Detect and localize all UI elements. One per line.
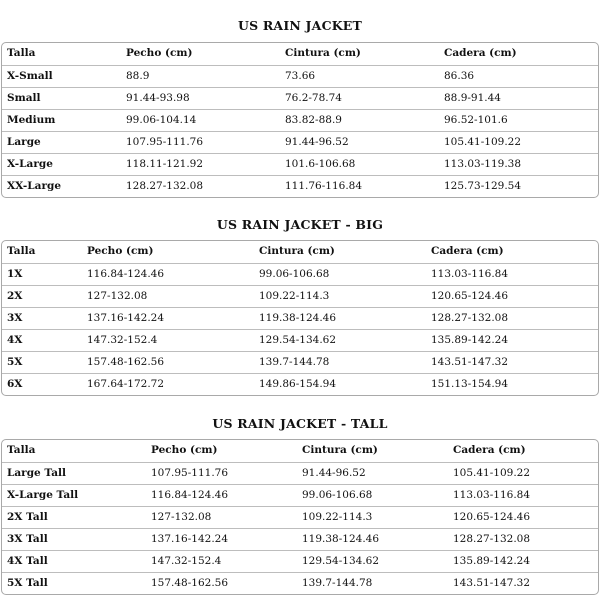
table-row	[2, 506, 598, 528]
table-header-row	[2, 440, 598, 462]
chest-cell: 88.9	[126, 70, 150, 82]
chest-cell: 118.11-121.92	[126, 158, 204, 170]
table-title: US RAIN JACKET - TALL	[212, 416, 388, 431]
size-cell: 5X Tall	[7, 577, 48, 589]
header-chest-col: Pecho (cm)	[87, 245, 154, 257]
waist-cell: 91.44-96.52	[302, 467, 366, 479]
waist-cell: 91.44-96.52	[285, 136, 349, 148]
waist-cell: 83.82-88.9	[285, 114, 342, 126]
header-size-col: Talla	[7, 245, 36, 257]
chest-cell: 157.48-162.56	[151, 577, 229, 589]
chest-cell: 147.32-152.4	[151, 555, 222, 567]
table-row	[2, 329, 598, 351]
hip-cell: 143.51-147.32	[453, 577, 531, 589]
size-cell: Large	[7, 136, 41, 148]
size-cell: 5X	[7, 356, 23, 368]
size-cell: Large Tall	[7, 467, 66, 479]
waist-cell: 129.54-134.62	[302, 555, 380, 567]
waist-cell: 129.54-134.62	[259, 334, 337, 346]
hip-cell: 113.03-116.84	[453, 489, 531, 501]
chest-cell: 116.84-124.46	[87, 268, 165, 280]
waist-cell: 149.86-154.94	[259, 378, 337, 390]
header-hip-col: Cadera (cm)	[453, 444, 526, 456]
waist-cell: 99.06-106.68	[302, 489, 373, 501]
size-cell: 6X	[7, 378, 23, 390]
hip-cell: 88.9-91.44	[444, 92, 501, 104]
table-row	[2, 484, 598, 506]
table-row	[2, 285, 598, 307]
hip-cell: 86.36	[444, 70, 475, 82]
waist-cell: 139.7-144.78	[302, 577, 373, 589]
table-header-row	[2, 241, 598, 263]
size-table-section-regular	[0, 18, 600, 192]
hip-cell: 105.41-109.22	[453, 467, 531, 479]
table-row	[2, 462, 598, 484]
table-row	[2, 528, 598, 550]
table-row	[2, 109, 598, 131]
table-row	[2, 550, 598, 572]
table-title: US RAIN JACKET	[237, 18, 363, 33]
size-cell: X-Large	[7, 158, 53, 170]
hip-cell: 113.03-119.38	[444, 158, 522, 170]
size-cell: XX-Large	[7, 180, 62, 192]
hip-cell: 113.03-116.84	[431, 268, 509, 280]
header-chest-col: Pecho (cm)	[151, 444, 218, 456]
size-cell: 3X	[7, 312, 23, 324]
table-title: US RAIN JACKET - BIG	[216, 217, 384, 232]
header-chest-col: Pecho (cm)	[126, 47, 193, 59]
waist-cell: 76.2-78.74	[285, 92, 342, 104]
chest-cell: 127-132.08	[87, 290, 148, 302]
waist-cell: 111.76-116.84	[285, 180, 363, 192]
chest-cell: 137.16-142.24	[87, 312, 165, 324]
size-table	[1, 439, 599, 595]
table-row	[2, 153, 598, 175]
hip-cell: 120.65-124.46	[431, 290, 509, 302]
waist-cell: 73.66	[285, 70, 316, 82]
chest-cell: 167.64-172.72	[87, 378, 165, 390]
hip-cell: 96.52-101.6	[444, 114, 508, 126]
chest-cell: 91.44-93.98	[126, 92, 190, 104]
waist-cell: 119.38-124.46	[259, 312, 337, 324]
waist-cell: 109.22-114.3	[259, 290, 330, 302]
size-cell: X-Small	[7, 70, 53, 82]
hip-cell: 135.89-142.24	[431, 334, 509, 346]
table-row	[2, 65, 598, 87]
header-hip-col: Cadera (cm)	[431, 245, 504, 257]
table-row	[2, 373, 598, 395]
table-row	[2, 263, 598, 285]
header-size-col: Talla	[7, 47, 36, 59]
size-cell: 2X	[7, 290, 23, 302]
waist-cell: 101.6-106.68	[285, 158, 356, 170]
table-row	[2, 87, 598, 109]
chest-cell: 116.84-124.46	[151, 489, 229, 501]
size-table	[1, 240, 599, 396]
size-cell: 2X Tall	[7, 511, 48, 523]
hip-cell: 105.41-109.22	[444, 136, 522, 148]
waist-cell: 99.06-106.68	[259, 268, 330, 280]
chest-cell: 107.95-111.76	[126, 136, 204, 148]
hip-cell: 128.27-132.08	[431, 312, 509, 324]
size-cell: Small	[7, 92, 41, 104]
table-header-row	[2, 43, 598, 65]
chest-cell: 137.16-142.24	[151, 533, 229, 545]
chest-cell: 128.27-132.08	[126, 180, 204, 192]
size-table-section-tall	[0, 416, 600, 589]
chest-cell: 147.32-152.4	[87, 334, 158, 346]
size-table	[1, 42, 599, 198]
size-cell: X-Large Tall	[7, 489, 79, 501]
size-cell: 3X Tall	[7, 533, 48, 545]
hip-cell: 135.89-142.24	[453, 555, 531, 567]
table-row	[2, 307, 598, 329]
waist-cell: 139.7-144.78	[259, 356, 330, 368]
hip-cell: 120.65-124.46	[453, 511, 531, 523]
hip-cell: 128.27-132.08	[453, 533, 531, 545]
header-waist-col: Cintura (cm)	[302, 444, 378, 456]
header-waist-col: Cintura (cm)	[285, 47, 361, 59]
size-table-section-big	[0, 217, 600, 390]
header-hip-col: Cadera (cm)	[444, 47, 517, 59]
hip-cell: 151.13-154.94	[431, 378, 509, 390]
hip-cell: 125.73-129.54	[444, 180, 522, 192]
chest-cell: 107.95-111.76	[151, 467, 229, 479]
hip-cell: 143.51-147.32	[431, 356, 509, 368]
header-size-col: Talla	[7, 444, 36, 456]
table-row	[2, 351, 598, 373]
chest-cell: 127-132.08	[151, 511, 212, 523]
size-cell: 4X Tall	[7, 555, 48, 567]
size-cell: 4X	[7, 334, 23, 346]
table-row	[2, 131, 598, 153]
waist-cell: 109.22-114.3	[302, 511, 373, 523]
size-cell: Medium	[7, 114, 56, 126]
table-row	[2, 572, 598, 594]
waist-cell: 119.38-124.46	[302, 533, 380, 545]
chest-cell: 157.48-162.56	[87, 356, 165, 368]
size-cell: 1X	[7, 268, 23, 280]
header-waist-col: Cintura (cm)	[259, 245, 335, 257]
table-row	[2, 175, 598, 197]
chest-cell: 99.06-104.14	[126, 114, 197, 126]
